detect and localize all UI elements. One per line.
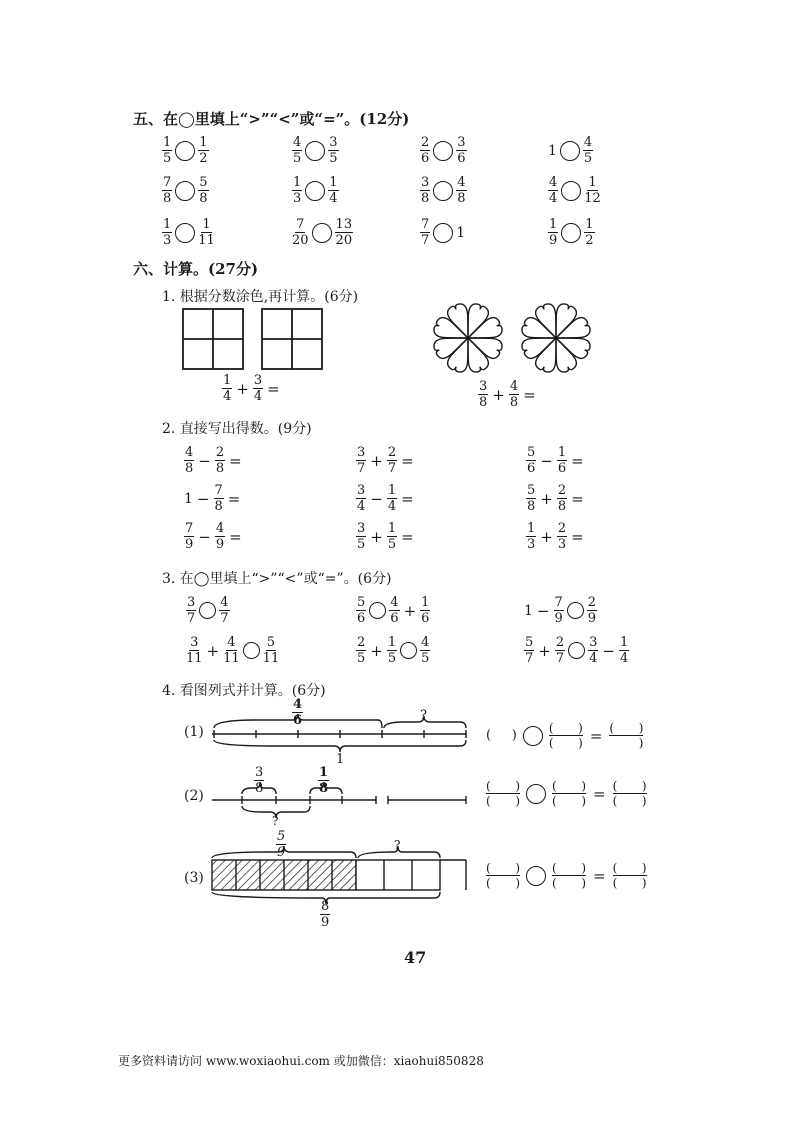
- fraction: $\frac{1}{4}$: [223, 373, 232, 404]
- equals: =: [571, 527, 584, 546]
- operator: −: [370, 489, 383, 508]
- section5-title: 五、在◯里填上“>”“<”或“=”。(12分): [133, 110, 410, 128]
- operator: −: [540, 451, 553, 470]
- footer-text: 更多资料请访问 www.woxiaohui.com 或加微信：xiaohui850828: [118, 1054, 484, 1068]
- fraction: $\frac{1}{5}$: [387, 521, 397, 552]
- fraction: $\frac{4}{9}$: [215, 521, 225, 552]
- fraction: $\frac{4}{4}$: [549, 175, 558, 206]
- fraction: $\frac{3}{5}$: [357, 521, 366, 552]
- fraction: $\frac{1}{3}$: [293, 175, 302, 206]
- compare-item: [548, 218, 595, 247]
- fraction: $\frac{2}{8}$: [557, 483, 567, 514]
- q4-3-bottom-fraction: $\frac{8}{9}$: [321, 899, 330, 930]
- flower-2: [520, 302, 592, 374]
- answer-circle[interactable]: [561, 181, 581, 201]
- page-number: 47: [404, 948, 427, 967]
- blank-fraction[interactable]: ( ) ( ): [612, 779, 647, 808]
- fraction: $\frac{1}{4}$: [387, 483, 397, 514]
- calc-item: [184, 446, 243, 475]
- compare-item: [292, 176, 339, 205]
- square-2: [262, 309, 322, 369]
- answer-circle[interactable]: [199, 602, 216, 619]
- compare-item: [420, 176, 467, 205]
- equals: =: [229, 527, 242, 546]
- blank-fraction[interactable]: ( ) ( ): [552, 779, 586, 808]
- fraction: $\frac{2}{3}$: [557, 521, 567, 552]
- whole-number: 1: [184, 490, 193, 507]
- whole-number: 1: [456, 224, 466, 241]
- equals: =: [227, 489, 241, 508]
- compare-item: [162, 218, 215, 247]
- q3-title: 3. 在◯里填上“>”“<”或“=”。(6分): [162, 571, 392, 587]
- answer-circle[interactable]: [433, 141, 453, 161]
- answer-circle[interactable]: [560, 141, 580, 161]
- fraction: $\frac{7}{7}$: [421, 217, 430, 248]
- equals: =: [401, 527, 414, 546]
- answer-circle[interactable]: [312, 223, 332, 243]
- q3-r2-c2: $\frac{2}{5}$ + $\frac{1}{5}$ $\frac{4}{5}$: [357, 635, 430, 666]
- fraction: $\frac{1}{5}$: [163, 135, 172, 166]
- fraction: $\frac{1}{3}$: [163, 217, 172, 248]
- fraction: $\frac{1}{9}$: [549, 217, 558, 248]
- calc-item: [184, 522, 243, 551]
- answer-circle[interactable]: [175, 223, 195, 243]
- blank-fraction[interactable]: ( ) ( ): [612, 861, 647, 890]
- operator: +: [370, 527, 383, 546]
- q1-expr-left: $\frac{1}{4}$ + $\frac{3}{4}$ =: [223, 373, 280, 404]
- calc-item: [526, 484, 585, 513]
- fraction: $\frac{3}{4}$: [357, 483, 366, 514]
- answer-circle[interactable]: [305, 181, 325, 201]
- fraction: $\frac{5}{8}$: [199, 175, 208, 206]
- equals: =: [401, 451, 414, 470]
- blank-paren[interactable]: ( ): [486, 728, 517, 743]
- q3-r2-c3: $\frac{5}{7}$ + $\frac{2}{7}$ $\frac{3}{4}$ − $\frac{1}{4}$: [525, 635, 629, 666]
- fraction: $\frac{2}{8}$: [215, 445, 225, 476]
- q4-label-1: (1): [184, 724, 204, 740]
- operator: +: [540, 527, 553, 546]
- equals: =: [229, 451, 242, 470]
- q4-3-answer: ( ) ( ) ( ) ( ) = ( ) ( ): [486, 861, 647, 890]
- answer-circle[interactable]: [369, 602, 386, 619]
- q4-2-answer: ( ) ( ) ( ) ( ) = ( ) ( ): [486, 779, 647, 808]
- q4-1-question: ?: [420, 708, 427, 723]
- q1-expr-right: $\frac{3}{8}$ + $\frac{4}{8}$ =: [479, 379, 536, 410]
- q3-r2-c1: $\frac{3}{11}$ + $\frac{4}{11}$ $\frac{5}{11}$: [186, 635, 280, 666]
- compare-item: [162, 136, 209, 165]
- fraction: $\frac{3}{8}$: [479, 379, 488, 410]
- equals: =: [571, 451, 584, 470]
- q1-title: 1. 根据分数涂色,再计算。(6分): [162, 289, 359, 305]
- operator: −: [196, 489, 210, 508]
- operator: +: [370, 451, 383, 470]
- q4-label-2: (2): [184, 788, 204, 804]
- answer-circle[interactable]: [526, 784, 546, 804]
- q4-label-3: (3): [184, 870, 204, 886]
- operator: −: [198, 527, 211, 546]
- fraction: $\frac{1}{6}$: [557, 445, 567, 476]
- blank-fraction[interactable]: ( ) ( ): [486, 861, 520, 890]
- compare-item: [548, 176, 601, 205]
- blank-fraction[interactable]: ( ) ( ): [552, 861, 586, 890]
- answer-circle[interactable]: [568, 642, 585, 659]
- fraction: $\frac{4}{8}$: [457, 175, 466, 206]
- answer-circle[interactable]: [305, 141, 325, 161]
- calc-item: [526, 522, 585, 551]
- answer-circle[interactable]: [175, 181, 195, 201]
- blank-fraction[interactable]: ( ) ( ): [548, 721, 583, 750]
- fraction: $\frac{3}{6}$: [457, 135, 466, 166]
- compare-item: [420, 218, 465, 247]
- fraction: $\frac{1}{3}$: [527, 521, 536, 552]
- compare-item: [420, 136, 467, 165]
- q4-diagram-2: [212, 764, 474, 824]
- blank-fraction[interactable]: ( ) ( ): [486, 779, 520, 808]
- square-1: [183, 309, 243, 369]
- fraction: $\frac{4}{5}$: [583, 135, 593, 166]
- fraction: $\frac{3}{7}$: [357, 445, 366, 476]
- answer-circle[interactable]: [433, 181, 453, 201]
- operator: −: [198, 451, 211, 470]
- fraction: $\frac{5}{6}$: [527, 445, 536, 476]
- q4-title: 4. 看图列式并计算。(6分): [162, 683, 326, 699]
- q3-r1-c3: 1 − $\frac{7}{9}$ $\frac{2}{9}$: [524, 595, 597, 626]
- q3-r1-c2: $\frac{5}{6}$ $\frac{4}{6}$ + $\frac{1}{6}$: [357, 595, 430, 626]
- calc-item: [526, 446, 585, 475]
- fraction: $\frac{3}{5}$: [329, 135, 338, 166]
- answer-circle[interactable]: [561, 223, 581, 243]
- flower-1: [432, 302, 504, 374]
- q4-1-answer: ( ) ( ) ( ) = ( ) ): [486, 721, 644, 750]
- q4-2-top2-fraction: $\frac{1}{8}$: [319, 765, 329, 796]
- fraction: $\frac{7}{8}$: [214, 483, 223, 514]
- q4-diagram-3: [208, 826, 470, 906]
- q2-title: 2. 直接写出得数。(9分): [162, 421, 312, 437]
- answer-circle[interactable]: [526, 866, 546, 886]
- fraction: $\frac{1}{11}$: [198, 217, 215, 248]
- operator: +: [540, 489, 553, 508]
- equals: =: [571, 489, 584, 508]
- fraction: $\frac{5}{8}$: [527, 483, 536, 514]
- fraction: $\frac{1}{4}$: [329, 175, 338, 206]
- answer-circle[interactable]: [523, 726, 543, 746]
- calc-item: [184, 484, 241, 513]
- fraction: $\frac{2}{7}$: [387, 445, 397, 476]
- fraction: $\frac{3}{8}$: [421, 175, 430, 206]
- fraction: $\frac{7}{8}$: [163, 175, 172, 206]
- fraction: $\frac{7}{20}$: [292, 217, 309, 248]
- q4-1-bottom: 1: [336, 752, 345, 767]
- fraction: $\frac{1}{2}$: [585, 217, 594, 248]
- calc-item: [356, 484, 415, 513]
- compare-item: [292, 136, 339, 165]
- q4-2-top1-fraction: $\frac{3}{8}$: [255, 765, 264, 796]
- answer-circle[interactable]: [175, 141, 195, 161]
- fraction: $\frac{4}{5}$: [293, 135, 302, 166]
- answer-circle[interactable]: [433, 223, 453, 243]
- flower-diagrams: [430, 298, 600, 380]
- fraction: $\frac{3}{4}$: [253, 373, 263, 404]
- q4-1-top-fraction: $\frac{4}{6}$: [293, 697, 303, 728]
- fraction: $\frac{1}{2}$: [199, 135, 208, 166]
- q4-2-question: ?: [272, 814, 279, 828]
- compare-item: [548, 136, 593, 165]
- compare-item: [162, 176, 209, 205]
- fraction: $\frac{4}{8}$: [185, 445, 194, 476]
- square-diagrams: [180, 306, 330, 372]
- answer-circle[interactable]: [400, 642, 417, 659]
- calc-item: [356, 446, 415, 475]
- calc-item: [356, 522, 415, 551]
- blank-fraction[interactable]: ( ) ): [609, 721, 644, 750]
- fraction: $\frac{4}{8}$: [509, 379, 519, 410]
- q4-3-question: ?: [394, 838, 401, 852]
- compare-item: [292, 218, 353, 247]
- answer-circle[interactable]: [567, 602, 584, 619]
- fraction: $\frac{1}{12}$: [584, 175, 601, 206]
- section6-title: 六、计算。(27分): [133, 260, 259, 278]
- q4-3-top-fraction: $\frac{5}{9}$: [277, 829, 286, 860]
- q3-r1-c1: $\frac{3}{7}$ $\frac{4}{7}$: [187, 595, 229, 626]
- fraction: $\frac{2}{6}$: [421, 135, 430, 166]
- equals: =: [401, 489, 414, 508]
- fraction: $\frac{13}{20}$: [335, 217, 353, 248]
- whole-number: 1: [548, 142, 557, 159]
- fraction: $\frac{7}{9}$: [185, 521, 194, 552]
- answer-circle[interactable]: [243, 642, 260, 659]
